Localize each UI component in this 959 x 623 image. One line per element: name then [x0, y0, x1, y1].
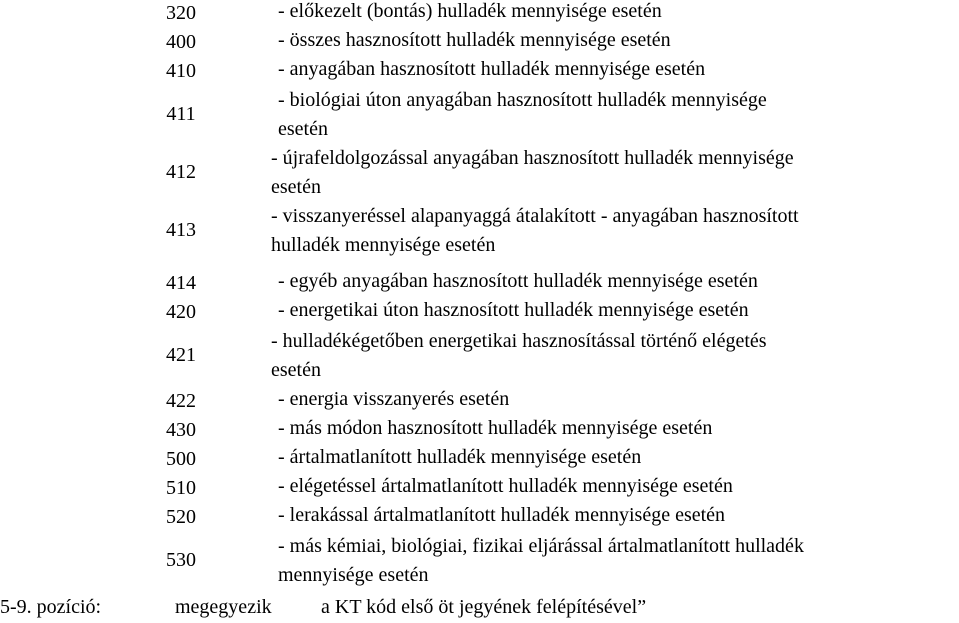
row-description-430	[278, 414, 712, 443]
row-code-510: 510	[166, 477, 196, 499]
row-code-430: 430	[166, 419, 196, 441]
description-line: - ártalmatlanított hulladék mennyisége esetén	[278, 446, 642, 468]
row-description-413	[271, 202, 799, 260]
description-line: - energetikai úton hasznosított hulladék mennyisége esetén	[278, 299, 749, 321]
position-match-word: megegyezik	[175, 596, 272, 618]
row-code-400: 400	[166, 31, 196, 53]
row-description-412	[271, 144, 794, 202]
description-line: - visszanyeréssel alapanyaggá átalakított - anyagában hasznosított	[271, 205, 799, 227]
description-line: - elégetéssel ártalmatlanított hulladék mennyisége esetén	[278, 475, 733, 497]
row-description-510	[278, 472, 733, 501]
row-code-411: 411	[166, 103, 196, 125]
row-description-320	[278, 0, 662, 26]
description-line: esetén	[278, 118, 328, 140]
description-line: - más kémiai, biológiai, fizikai eljárással ártalmatlanított hulladék	[278, 535, 804, 557]
description-line: - újrafeldolgozással anyagában hasznosított hulladék mennyisége	[271, 147, 794, 169]
description-line: - más módon hasznosított hulladék mennyisége esetén	[278, 417, 713, 439]
row-code-421: 421	[166, 344, 196, 366]
description-line: esetén	[271, 176, 321, 198]
row-description-414	[278, 267, 758, 296]
row-code-530: 530	[166, 549, 196, 571]
row-description-530	[278, 532, 804, 590]
row-code-500: 500	[166, 448, 196, 470]
description-line: esetén	[271, 359, 321, 381]
row-code-422: 422	[166, 390, 196, 412]
row-code-420: 420	[166, 301, 196, 323]
row-description-420	[278, 296, 749, 325]
description-line: - anyagában hasznosított hulladék mennyisége esetén	[278, 58, 706, 80]
row-description-400	[278, 26, 671, 55]
description-line: - egyéb anyagában hasznosított hulladék mennyisége esetén	[278, 270, 758, 292]
row-description-500	[278, 443, 641, 472]
description-line: hulladék mennyisége esetén	[271, 234, 496, 256]
position-label: 5-9. pozíció:	[0, 596, 102, 618]
description-line: - összes hasznosított hulladék mennyisége esetén	[278, 29, 671, 51]
row-code-414: 414	[166, 272, 196, 294]
row-description-421	[271, 327, 767, 385]
description-line: - biológiai úton anyagában hasznosított hulladék mennyisége	[278, 89, 767, 111]
row-description-411	[278, 86, 767, 144]
row-description-422	[278, 385, 509, 414]
row-description-410	[278, 55, 705, 84]
description-line: - előkezelt (bontás) hulladék mennyisége esetén	[278, 0, 662, 22]
row-code-520: 520	[166, 506, 196, 528]
description-line: - lerakással ártalmatlanított hulladék mennyisége esetén	[278, 504, 726, 526]
row-code-410: 410	[166, 60, 196, 82]
row-description-520	[278, 501, 725, 530]
row-code-412: 412	[166, 161, 196, 183]
row-code-320: 320	[166, 2, 196, 24]
position-match-description: a KT kód első öt jegyének felépítésével”	[321, 596, 647, 618]
description-line: mennyisége esetén	[278, 564, 429, 586]
row-code-413: 413	[166, 219, 196, 241]
description-line: - hulladékégetőben energetikai hasznosítással történő elégetés	[271, 330, 767, 352]
description-line: - energia visszanyerés esetén	[278, 388, 510, 410]
